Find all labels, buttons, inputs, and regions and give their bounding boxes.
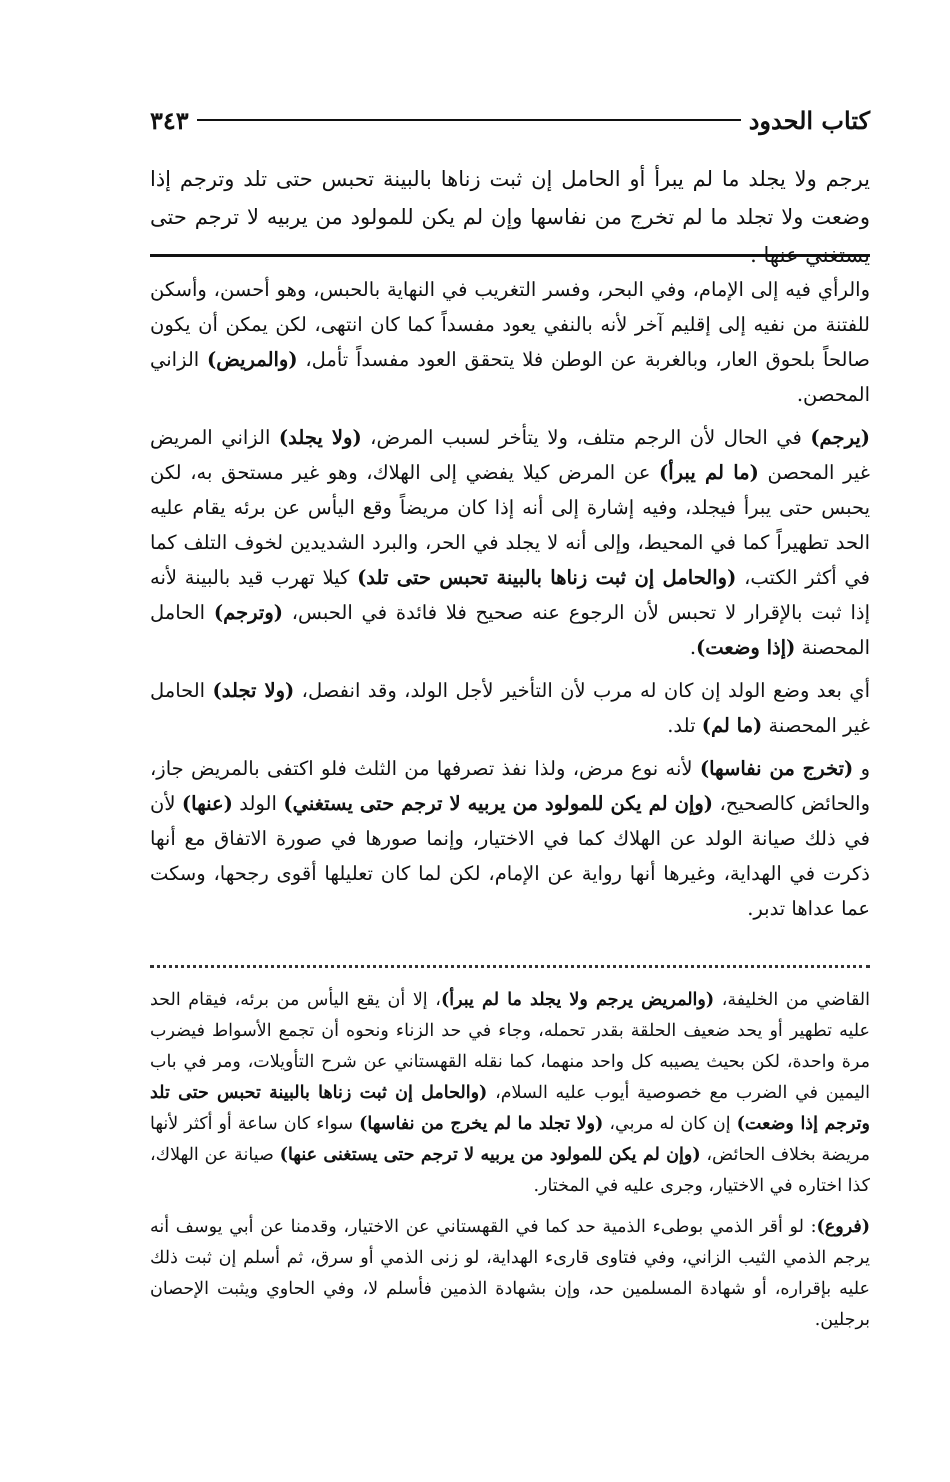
quoted-term: (ولا تجلد ما لم يخرج من نفاسها) bbox=[359, 1114, 604, 1134]
text-run: و bbox=[853, 757, 870, 780]
commentary-paragraph bbox=[150, 272, 870, 412]
quoted-term: (وترجم) bbox=[213, 601, 283, 624]
text-run: كيلا تهرب قيد بالبينة لأنه إذا ثبت بالإقرار لا تحبس لأن الرجوع عنه صحيح فلا فائدة في الحبس، bbox=[150, 566, 870, 624]
gloss-notes bbox=[150, 985, 870, 1346]
text-run: سواء كان ساعة أو أكثر لأنها مريضة بخلاف الحائض، bbox=[150, 1114, 870, 1165]
text-run: الزاني المحصن. bbox=[150, 348, 870, 406]
footnote-divider bbox=[150, 965, 870, 968]
quoted-term: (ما لم) bbox=[701, 714, 763, 737]
text-run: صيانة عن الهلاك، كذا اختاره في الاختيار، وجرى عليه في المختار. bbox=[150, 1145, 870, 1196]
quoted-term: (والحامل إن ثبت زناها بالبينة تحبس حتى تلد وترجم إذا وضعت) bbox=[150, 1083, 870, 1134]
quoted-term: (ولا يجلد) bbox=[278, 426, 362, 449]
text-run: الزاني المريض غير المحصن bbox=[150, 426, 870, 484]
quoted-term: (والمريض يرجم ولا يجلد ما لم يبرأ) bbox=[440, 990, 715, 1010]
text-run: في الحال لأن الرجم متلف، ولا يتأخر لسبب المرض، bbox=[361, 426, 811, 449]
gloss-paragraph bbox=[150, 985, 870, 1202]
quoted-term: (عنها) bbox=[181, 792, 233, 815]
text-run: عن المرض كيلا يفضي إلى الهلاك، وهو غير مستحق به، لكن يحبس حتى يبرأ فيجلد، وفيه إشارة إلى أنه إذا كان مريضاً وقع اليأس عن برئه يقام عليه الحد تطهيراً كما في المحيط، وإلى أنه لا يجلد في الحر، والبرد الشديدين لخوف التلف كما في أكثر الكتب، bbox=[150, 461, 870, 589]
commentary bbox=[150, 272, 870, 926]
text-run: : لو أقر الذمي بوطىء الذمية حد كما في القهستاني عن الاختيار، وقدمنا عن أبي يوسف أنه يرجم الذمي الثيب الزاني، وفي فتاوى قارىء الهداية، لو زنى الذمي أو سرق، ثم أسلم إن ثبت ذلك عليه بإقراره، أو شهادة المسلمين حد، وإن بشهادة الذمين فأسلم لا، وفي الحاوي ويثبت الإحصان برجلين. bbox=[150, 1217, 870, 1330]
text-run: والرأي فيه إلى الإمام، وفي البحر، وفسر التغريب في النهاية بالحبس، وهو أحسن، وأسكن للفتنة من نفيه إلى إقليم آخر لأنه بالنفي يعود مفسداً كما كان انتهى، لكن يمكن أن يكون صالحاً بلحوق العار، وبالغربة عن الوطن فلا يتحقق العود مفسداً تأمل، bbox=[150, 278, 870, 371]
header-rule bbox=[197, 119, 741, 121]
text-run: أي بعد وضع الولد إن كان له مرب لأن التأخير لأجل الولد، وقد انفصل، bbox=[294, 679, 870, 702]
quoted-term: (تخرج من نفاسها) bbox=[699, 757, 854, 780]
main-text-divider bbox=[150, 254, 870, 257]
text-run: تلد. bbox=[667, 714, 702, 737]
text-run: الحامل غير المحصنة bbox=[150, 679, 870, 737]
page-number: ٣٤٣ bbox=[150, 105, 189, 135]
quoted-term: (ولا تجلد) bbox=[212, 679, 295, 702]
quoted-term: (إذا وضعت) bbox=[696, 636, 796, 659]
text-run: الولد bbox=[232, 792, 284, 815]
quoted-term: (والحامل إن ثبت زناها بالبينة تحبس حتى تلد) bbox=[357, 566, 737, 589]
book-title: كتاب الحدود bbox=[748, 105, 870, 135]
quoted-term: (ما لم يبرأ) bbox=[659, 461, 759, 484]
text-run: ، إلا أن يقع اليأس من برئه، فيقام الحد عليه تطهير أو يحد ضعيف الحلقة بقدر تحمله، وجاء في حد الزناء ونحوه أن تجمع الأسواط فيضرب مرة واحدة، لكن بحيث يصيبه كل واحد منهما، كما نقله القهستاني عن شرح التأويلات، ومر في باب اليمين في الضرب مع خصوصية أيوب عليه السلام، bbox=[150, 990, 870, 1103]
commentary-paragraph bbox=[150, 420, 870, 665]
quoted-term: (وإن لم يكن للمولود من يربيه لا ترجم حتى يستغني) bbox=[283, 792, 713, 815]
text-run: لأن في ذلك صيانة الولد عن الهلاك كما في الاختيار، وإنما صورها في صورة الاتفاق مع أنها ذكرت في الهداية، وغيرها أنها رواية عن الإمام، لكن لما كان تعليلها أقوى رجحها، وسكت عما عداها تدبر. bbox=[150, 792, 870, 920]
text-run: القاضي من الخليفة، bbox=[714, 990, 870, 1010]
commentary-paragraph bbox=[150, 751, 870, 926]
text-run: الحامل المحصنة bbox=[150, 601, 870, 659]
quoted-term: (وإن لم يكن للمولود من يربيه لا ترجم حتى يستغنى عنها) bbox=[279, 1145, 701, 1165]
quoted-term: (فروع) bbox=[816, 1217, 870, 1237]
text-run: . bbox=[689, 636, 697, 659]
gloss-paragraph bbox=[150, 1212, 870, 1336]
text-run: إن كان له مربي، bbox=[603, 1114, 737, 1134]
main-text: يرجم ولا يجلد ما لم يبرأ أو الحامل إن ثبت زناها بالبينة تحبس حتى تلد وترجم إذا وضعت ولا تجلد ما لم تخرج من نفاسها وإن لم يكن للمولود من يربيه لا ترجم حتى يستغني عنها . bbox=[150, 167, 870, 267]
running-header bbox=[150, 100, 870, 140]
commentary-paragraph bbox=[150, 673, 870, 743]
quoted-term: (والمريض) bbox=[207, 348, 298, 371]
quoted-term: (يرجم) bbox=[810, 426, 870, 449]
text-run: لأنه نوع مرض، ولذا نفذ تصرفها من الثلث فلو اكتفى بالمريض جاز، والحائض كالصحيح، bbox=[150, 757, 870, 815]
